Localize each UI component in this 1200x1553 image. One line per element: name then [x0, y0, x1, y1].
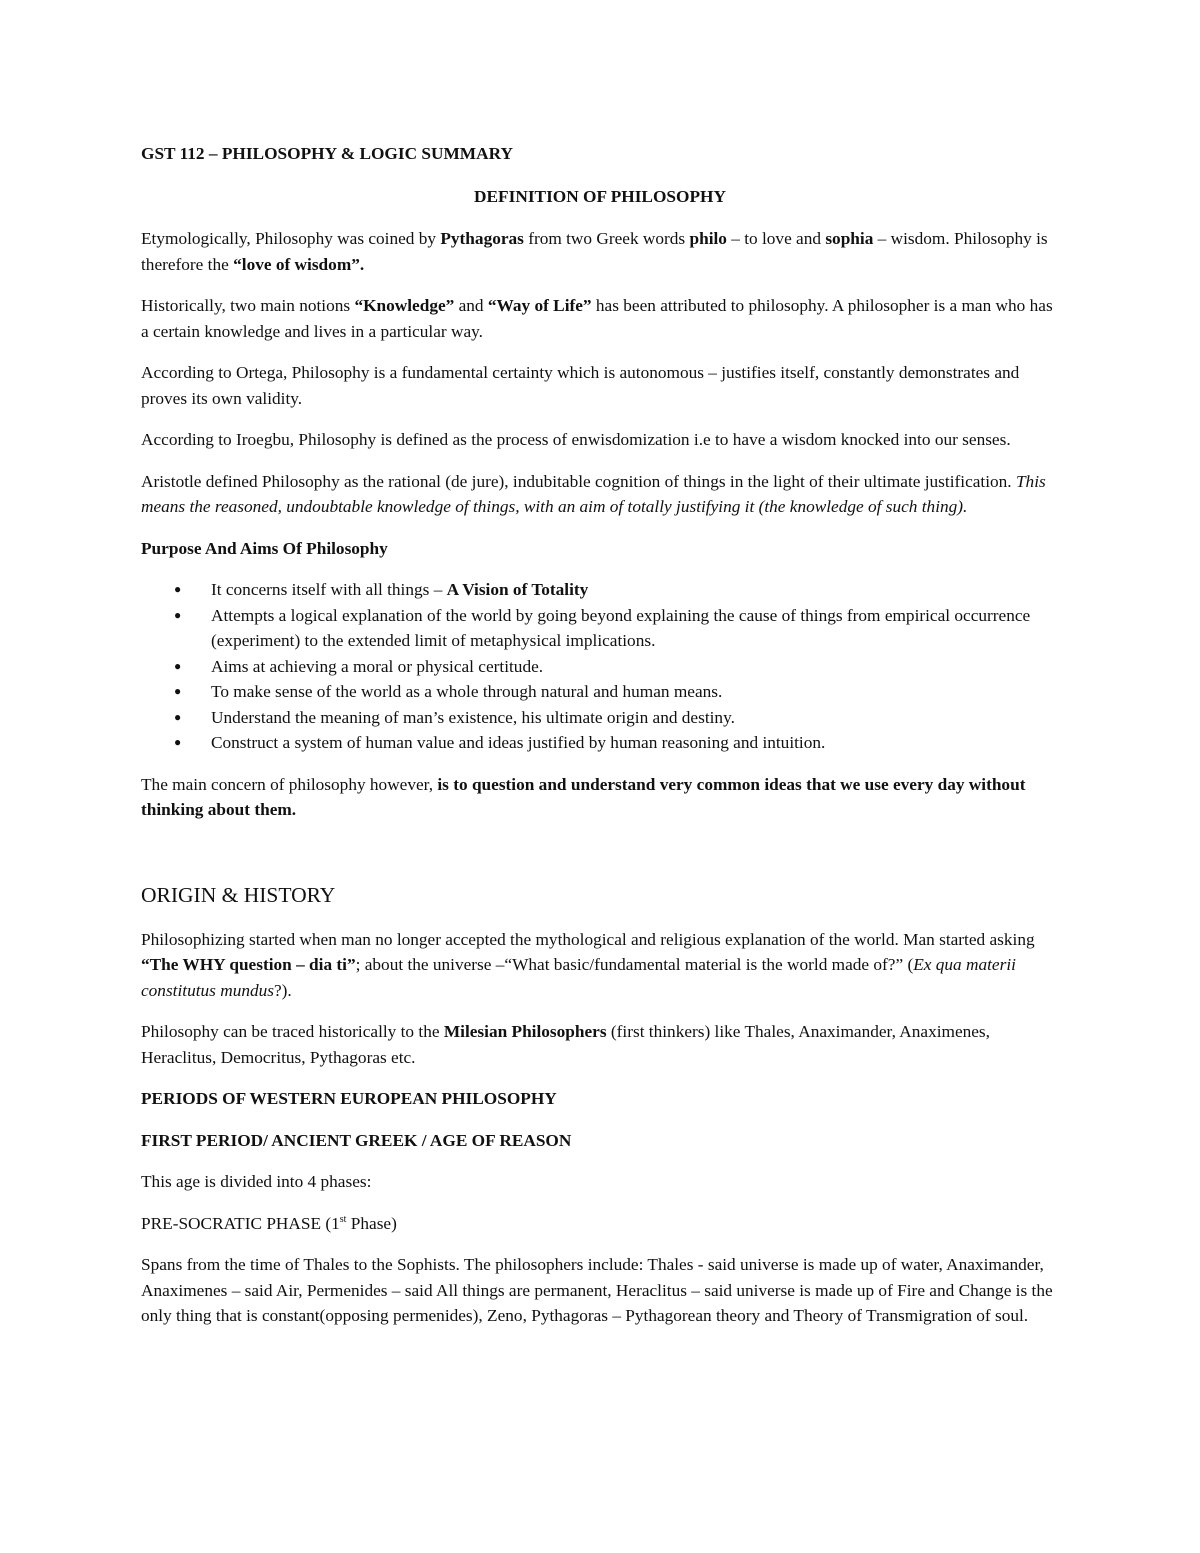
- text-run: and: [454, 296, 488, 315]
- list-item: ● To make sense of the world as a whole through natural and human means.: [141, 679, 1059, 705]
- list-item: ● Aims at achieving a moral or physical certitude.: [141, 654, 1059, 680]
- bold-run: “The WHY question – dia ti”: [141, 955, 356, 974]
- presocratic-heading: [141, 1211, 1059, 1237]
- text-run: Philosophizing started when man no longer accepted the mythological and religious explanation of the world. Man started asking: [141, 929, 1035, 949]
- text-run: ; about the universe –“What basic/fundamental material is the world made of?” (: [355, 955, 914, 974]
- bold-run: is to question and understand very common ideas that we use every day without thinking about them.: [141, 774, 1026, 819]
- text-run: from two Greek words: [523, 229, 690, 248]
- text-run: Phase): [346, 1213, 397, 1233]
- text-run: PRE-SOCRATIC PHASE (1: [141, 1213, 340, 1233]
- purpose-heading: Purpose And Aims Of Philosophy: [141, 538, 388, 558]
- text-run: Aristotle defined Philosophy as the rational (de jure), indubitable cognition of things in the light of their ultimate justification.: [141, 471, 1016, 491]
- presocratic-paragraph: Spans from the time of Thales to the Sophists. The philosophers include: Thales - said universe is made up of water, Anaximander, Anaximenes – said Air, Permenides – said All things are permanent, Heraclitus – said universe is made up of Fire and Change is the only thing that is constant(opposing permenides), Zeno, Pythagoras – Pythagorean theory and Theory of Transmigration of soul.: [141, 1255, 1053, 1325]
- superscript: st: [339, 1213, 347, 1225]
- text-run: Philosophy can be traced historically to the: [141, 1022, 444, 1041]
- historical-paragraph: [141, 293, 1059, 344]
- definition-heading: DEFINITION OF PHILOSOPHY: [474, 186, 726, 206]
- bold-run: A Vision of Totality: [446, 580, 589, 599]
- bold-run: sophia: [825, 229, 874, 248]
- document-title: GST 112 – PHILOSOPHY & LOGIC SUMMARY: [141, 144, 513, 163]
- ortega-paragraph: According to Ortega, Philosophy is a fundamental certainty which is autonomous – justifies itself, constantly demonstrates and proves its own validity.: [141, 363, 1020, 408]
- milesian-paragraph: [141, 1019, 1059, 1070]
- bold-run: philo: [689, 229, 727, 248]
- periods-heading: PERIODS OF WESTERN EUROPEAN PHILOSOPHY: [141, 1089, 557, 1108]
- text-run: ?).: [273, 980, 292, 1000]
- text-run: It concerns itself with all things –: [211, 580, 447, 599]
- text-run: has been attributed to philosophy. A philosopher is a man who has a certain knowledge and lives in a particular way.: [141, 296, 1053, 341]
- italic-run: Ex qua materii constitutus mundus: [141, 955, 1016, 1000]
- bold-run: Pythagoras: [440, 229, 524, 248]
- purpose-list: [141, 577, 1059, 756]
- list-item: [141, 577, 1059, 603]
- phases-intro: This age is divided into 4 phases:: [141, 1172, 372, 1191]
- document-body: [141, 141, 1059, 1345]
- list-item: ● Attempts a logical explanation of the world by going beyond explaining the cause of things from empirical occurrence (experiment) to the extended limit of metaphysical implications.: [141, 603, 1059, 654]
- iroegbu-paragraph: According to Iroegbu, Philosophy is defined as the process of enwisdomization i.e to have a wisdom knocked into our senses.: [141, 430, 1011, 449]
- list-item: ● Understand the meaning of man’s existence, his ultimate origin and destiny.: [141, 705, 1059, 731]
- main-concern-paragraph: [141, 772, 1059, 823]
- philosophizing-paragraph: [141, 927, 1059, 1004]
- origin-heading: ORIGIN & HISTORY: [141, 882, 336, 907]
- italic-run: This means the reasoned, undoubtable knowledge of things, with an aim of totally justifying it (the knowledge of such thing).: [141, 471, 1046, 516]
- first-period-heading: FIRST PERIOD/ ANCIENT GREEK / AGE OF REASON: [141, 1130, 572, 1150]
- text-run: Etymologically, Philosophy was coined by: [141, 229, 441, 248]
- text-run: – wisdom. Philosophy is therefore the: [141, 229, 1048, 274]
- text-run: Historically, two main notions: [141, 296, 355, 315]
- text-run: (first thinkers) like Thales, Anaximander, Anaximenes, Heraclitus, Democritus, Pythagoras etc.: [141, 1022, 990, 1067]
- bold-run: “Way of Life”: [487, 296, 592, 315]
- text-run: – to love and: [726, 229, 826, 248]
- etymology-paragraph: [141, 226, 1059, 277]
- list-item: ● Construct a system of human value and ideas justified by human reasoning and intuition.: [141, 730, 1059, 756]
- bold-run: “love of wisdom”.: [233, 254, 365, 274]
- aristotle-paragraph: [141, 469, 1059, 520]
- bold-run: Milesian Philosophers: [443, 1022, 607, 1041]
- text-run: The main concern of philosophy however,: [141, 774, 438, 794]
- bold-run: “Knowledge”: [354, 296, 455, 315]
